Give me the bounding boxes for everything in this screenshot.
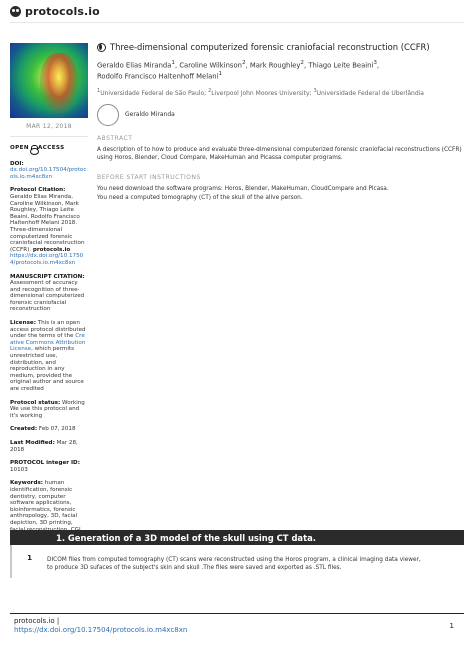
protocol-id-label: PROTOCOL integer ID:: [10, 460, 80, 467]
step-number: 1: [27, 553, 33, 562]
protocol-main: [97, 42, 462, 203]
affiliation-name: Liverpool John Moores University: [211, 89, 310, 97]
affiliation-name: Universidade Federal de Uberlândia: [316, 89, 424, 97]
footer-doi-link[interactable]: https://dx.doi.org/10.17504/protocols.io.m4xc8xn: [14, 626, 188, 634]
author-affiliation-sup: 2: [241, 60, 246, 66]
author-name[interactable]: Mark Roughley: [249, 61, 301, 70]
user-name: Geraldo Miranda: [125, 111, 175, 119]
page-header: [0, 0, 474, 22]
author-name[interactable]: Geraldo Elias Miranda: [97, 61, 172, 70]
status-value: Working: [60, 399, 85, 406]
modified-label: Last Modified:: [10, 439, 55, 446]
citation-text: Geraldo Elias Miranda, Caroline Wilkinson, Mark Roughley, Thiago Leite Beaini, Rodolfo Francisco Haltenhoff Melani 2018. Three-dimensional computerized forensic craniofacial reconstruction (CCFR).: [10, 193, 85, 253]
protocol-id-value: 10103: [10, 466, 28, 473]
author-list: Geraldo Elias Miranda$^1$, Caroline Wilkinson$^2$, Mark Roughley$^2$, Thiago Leite Beaini$^3$, Rodolfo Francisco Haltenhoff Melani$^1$: [97, 60, 380, 81]
protocol-title: Three-dimensional computerized forensic craniofacial reconstruction (CCFR): [110, 42, 430, 52]
author-affiliation-sup: 1: [218, 71, 223, 78]
footer-divider: [10, 613, 464, 614]
status-label: Protocol status:: [10, 399, 61, 406]
page-number: 1: [449, 621, 454, 630]
open-access-right: ACCESS: [37, 145, 65, 152]
section-title: 1. Generation of a 3D model of the skull using CT data.: [56, 533, 316, 543]
step-text: DICOM files from computed tomography (CT) scans were reconstructed using the Horos program, a clinical imaging data viewer, to produce 3D sufaces of the subject's skin and skull .The files were saved and exported as .STL files.: [47, 557, 421, 571]
sidebar-divider: [10, 136, 88, 137]
affiliation-sup: 3: [313, 87, 317, 94]
affiliation-sup: 2: [208, 87, 212, 94]
protocol-author-user[interactable]: [97, 104, 462, 126]
modified-block: [10, 440, 88, 453]
license-text-2: , which permits unrestricted use, distribution, and reproduction in any medium, provided the original author and source are credited: [10, 346, 84, 392]
open-lock-icon: [30, 145, 37, 153]
citation-block: [10, 187, 88, 266]
before-start-heading: BEFORE START INSTRUCTIONS: [97, 174, 201, 182]
affiliation-list: $^1$Universidade Federal de São Paulo; $^2$Liverpool John Moores University; $^3$Universidade Federal de Uberlândia: [97, 87, 424, 97]
author-name[interactable]: Rodolfo Francisco Haltenhoff Melani: [97, 72, 219, 81]
title-row: [97, 42, 462, 52]
abstract-text: A description of to how to produce and evaluate three-dimensional computerized forensic craniofacial reconstructions (CCFR) using Horos, Blender, Cloud Compare, MakeHuman and Picassa computer programs.: [97, 146, 462, 162]
before-start-line: You need a computed tomography (CT) of the skull of the alive person.: [97, 194, 303, 201]
footer-brand: protocols.io: [14, 617, 55, 625]
manuscript-label: MANUSCRIPT CITATION:: [10, 273, 85, 280]
license-link[interactable]: Creative Commons Attribution License: [10, 333, 86, 353]
created-value: Feb 07, 2018: [37, 426, 76, 433]
keywords-value: human identification, forensic dentistry, computer software applications, bioinformatics, forensic anthropology, 3D, facial depiction, 3D printing,: [10, 480, 78, 526]
manuscript-block: [10, 274, 88, 314]
header-divider: [10, 22, 464, 23]
protocols-logo-icon: [10, 6, 21, 17]
citation-brand: protocols.io: [32, 246, 71, 253]
author-affiliation-sup: 1: [171, 60, 175, 66]
avatar: [97, 104, 119, 126]
protocol-id-block: [10, 460, 88, 473]
step-rule: [10, 545, 12, 578]
author-affiliation-sup: 2: [300, 60, 305, 66]
license-label: License:: [10, 320, 36, 327]
created-block: [10, 426, 88, 433]
affiliation-sup: 1: [97, 87, 101, 94]
brand-name: protocols.io: [25, 5, 100, 18]
status-block: [10, 400, 88, 420]
open-access-left: OPEN: [10, 145, 29, 152]
globe-icon: [97, 43, 106, 52]
affiliation-name: Universidade Federal de São Paulo: [100, 89, 205, 97]
created-label: Created:: [10, 426, 38, 433]
page-footer: [14, 617, 187, 635]
keywords-label: Keywords:: [10, 480, 44, 487]
protocols-logo[interactable]: [10, 5, 100, 18]
license-text-1: This is an open access protocol distributed under the terms of the: [10, 320, 86, 340]
license-block: [10, 320, 88, 393]
modified-value: Mar 28, 2018: [10, 439, 78, 453]
open-access-badge: [10, 145, 88, 153]
doi-block: [10, 161, 88, 181]
footer-separator: |: [54, 617, 60, 625]
manuscript-text: Assessment of accuracy and recognition of three-dimensional computerized forensic craniofacial reconstruction: [10, 280, 85, 313]
citation-link[interactable]: https://dx.doi.org/10.17504/protocols.io.m4xc8xn: [10, 253, 84, 266]
author-name[interactable]: Thiago Leite Beaini: [308, 61, 374, 70]
abstract-heading: ABSTRACT: [97, 134, 133, 142]
before-start-line: You need download the software programs: Horos, Blender, MakeHuman, CloudCompare and Picasa.: [97, 186, 389, 193]
metadata-sidebar: [10, 43, 88, 547]
author-name[interactable]: Caroline Wilkinson: [179, 61, 242, 70]
protocol-thumbnail-image: [10, 43, 88, 118]
author-affiliation-sup: 3: [373, 60, 377, 66]
status-note: We use this protocol and it's working: [10, 406, 80, 419]
publication-date: MAR 12, 2018: [26, 123, 72, 130]
citation-label: Protocol Citation:: [10, 187, 66, 194]
doi-link[interactable]: dx.doi.org/10.17504/protocols.io.m4xc8xn: [10, 167, 87, 180]
doi-label: DOI:: [10, 160, 24, 167]
